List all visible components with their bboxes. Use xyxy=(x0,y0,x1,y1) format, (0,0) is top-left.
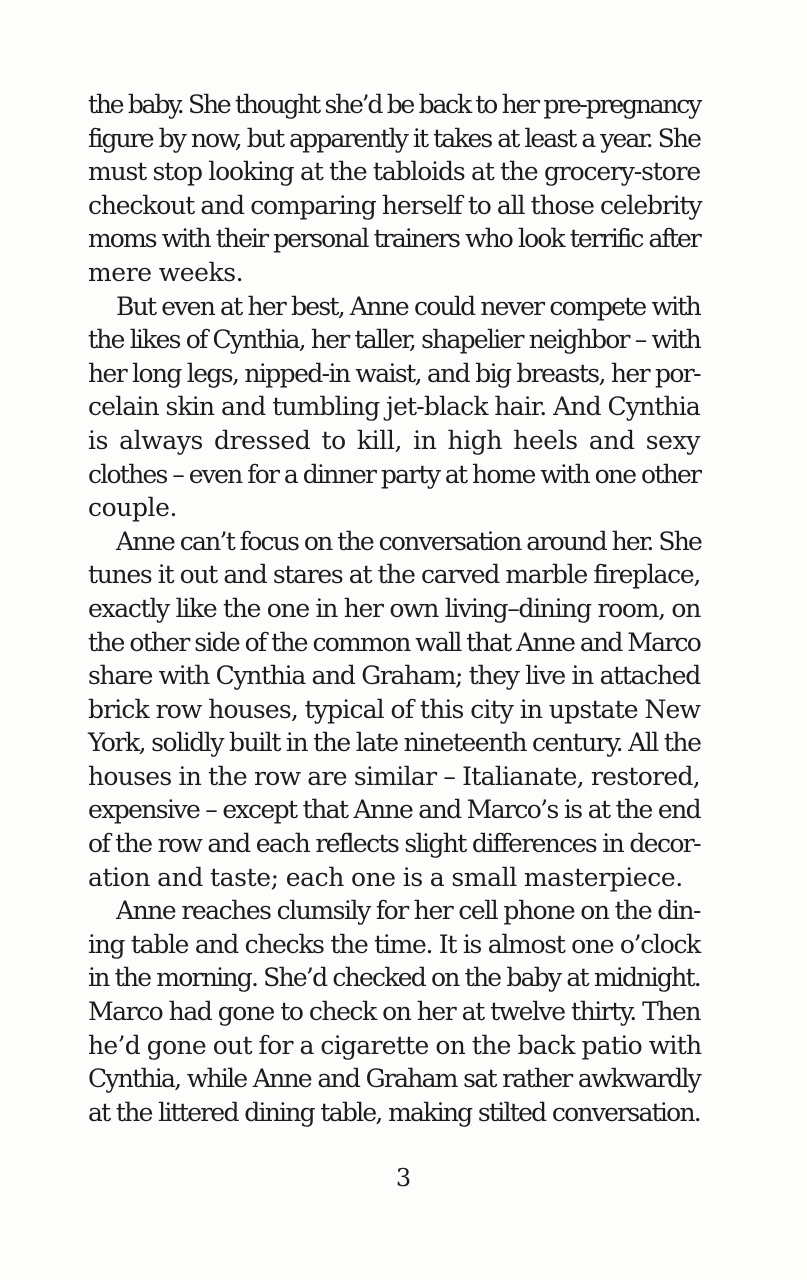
text-line: Cynthia, while Anne and Graham sat rather awkwardly xyxy=(88,1064,700,1094)
text-line: in the morning. She’d checked on the baby at midnight. xyxy=(88,963,700,993)
text-line: the other side of the common wall that Anne and Marco xyxy=(88,627,701,657)
text-line: exactly like the one in her own living–dining room, on xyxy=(88,593,700,623)
text-line: mere weeks. xyxy=(88,257,244,287)
text-line: But even at her best, Anne could never compete with xyxy=(116,291,700,321)
text-line: couple. xyxy=(88,493,178,523)
text-line: of the row and each reflects slight differences in decor- xyxy=(88,829,700,859)
text-line: her long legs, nipped-in waist, and big breasts, her por- xyxy=(88,358,700,388)
text-line: moms with their personal trainers who look terrific after xyxy=(88,224,700,254)
paragraph-4 xyxy=(88,894,700,1129)
paragraph-2 xyxy=(88,290,700,525)
text-line: the baby. She thought she’d be back to her pre-pregnancy xyxy=(88,90,700,119)
text-line: expensive – except that Anne and Marco’s is at the end xyxy=(88,795,700,825)
text-line: checkout and comparing herself to all those celebrity xyxy=(88,190,702,220)
text-line: figure by now, but apparently it takes at least a year. She xyxy=(88,123,700,153)
text-line: York, solidly built in the late nineteenth century. All the xyxy=(88,728,701,758)
text-line: tunes it out and stares at the carved marble fireplace, xyxy=(88,560,700,590)
text-line: houses in the row are similar – Italianate, restored, xyxy=(88,761,700,791)
text-line: brick row houses, typical of this city in upstate New xyxy=(88,694,700,724)
text-line: he’d gone out for a cigarette on the back patio with xyxy=(88,1030,702,1060)
body-text xyxy=(88,88,700,1129)
text-line: celain skin and tumbling jet-black hair. And Cynthia xyxy=(88,392,700,422)
text-line: share with Cynthia and Graham; they live in attached xyxy=(88,661,700,691)
paragraph-3 xyxy=(88,525,700,895)
text-line: Marco had gone to check on her at twelve thirty. Then xyxy=(88,997,700,1027)
text-line: clothes – even for a dinner party at home with one other xyxy=(88,459,701,489)
page-number: 3 xyxy=(395,1164,412,1192)
text-line: ation and taste; each one is a small masterpiece. xyxy=(88,862,683,892)
text-line: is always dressed to kill, in high heels and sexy xyxy=(88,425,700,455)
text-line: must stop looking at the tabloids at the grocery-store xyxy=(88,157,700,187)
text-line: ing table and checks the time. It is almost one o’clock xyxy=(88,929,700,959)
paragraph-1 xyxy=(88,88,700,290)
text-line: Anne can’t focus on the conversation around her. She xyxy=(116,526,702,556)
text-line: the likes of Cynthia, her taller, shapelier neighbor – with xyxy=(88,325,700,355)
text-line: at the littered dining table, making stilted conversation. xyxy=(88,1097,700,1127)
text-line: Anne reaches clumsily for her cell phone on the din- xyxy=(116,896,700,926)
